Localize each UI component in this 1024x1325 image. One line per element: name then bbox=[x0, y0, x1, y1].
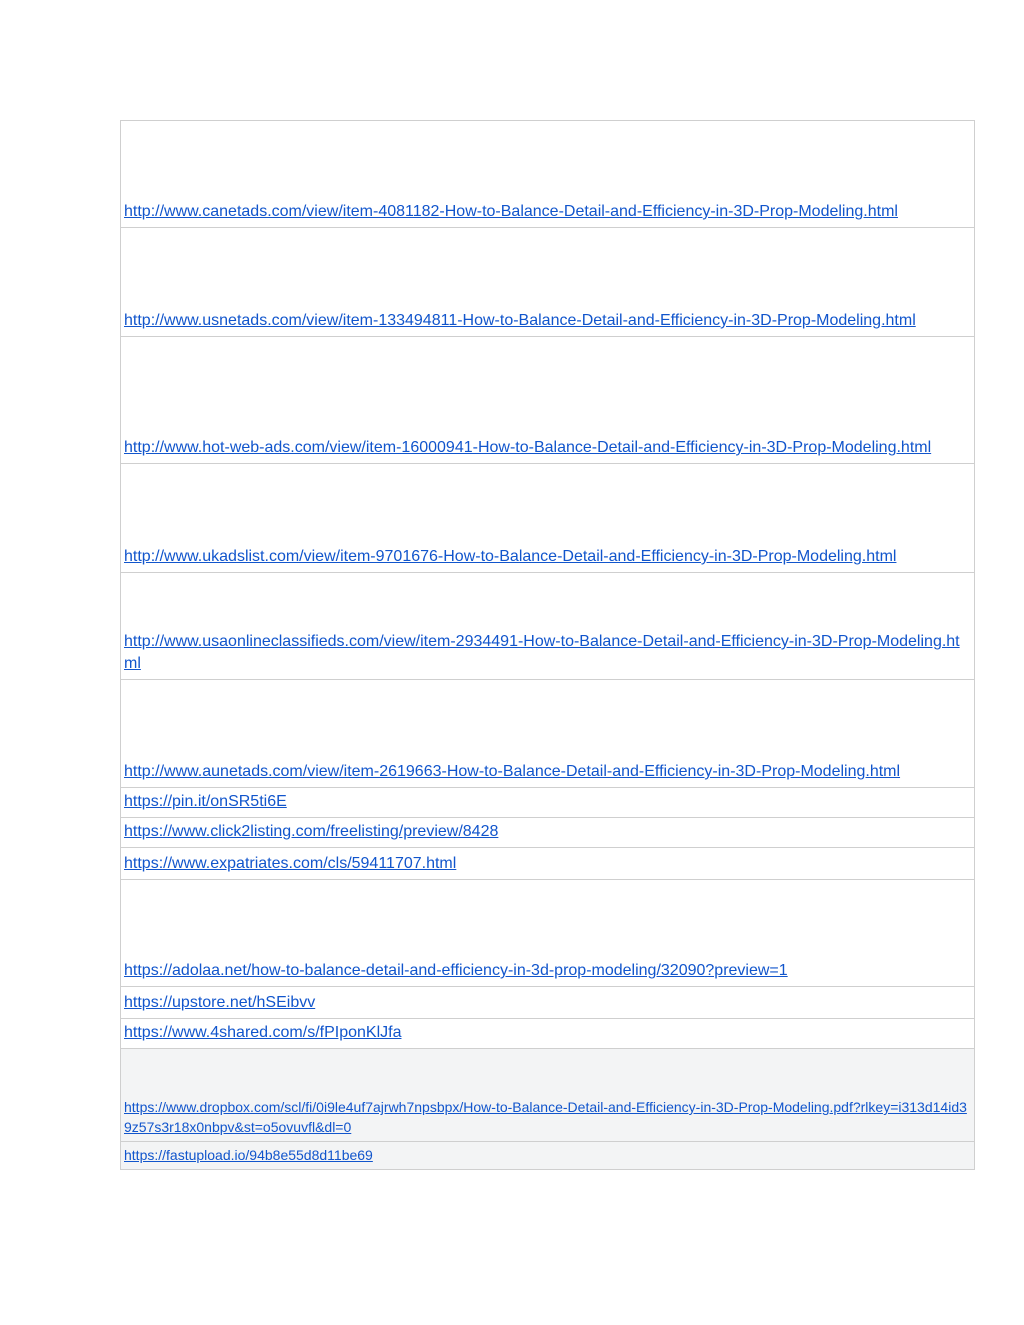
table-row bbox=[121, 337, 974, 464]
table-row bbox=[121, 121, 974, 228]
link-hot-web-ads[interactable]: http://www.hot-web-ads.com/view/item-16000941-How-to-Balance-Detail-and-Efficiency-in-3D-Prop-Modeling.html bbox=[124, 439, 932, 456]
table-row bbox=[121, 987, 974, 1019]
table-row bbox=[121, 680, 974, 788]
link-canetads[interactable]: http://www.canetads.com/view/item-4081182-How-to-Balance-Detail-and-Efficiency-in-3D-Prop-Modeling.html bbox=[124, 203, 898, 220]
link-click2listing[interactable]: https://www.click2listing.com/freelisting/preview/8428 bbox=[124, 823, 499, 840]
link-expatriates[interactable]: https://www.expatriates.com/cls/59411707.html bbox=[124, 855, 457, 872]
table-row bbox=[121, 464, 974, 573]
table-row bbox=[121, 1019, 974, 1049]
link-usaonlineclassifieds[interactable]: http://www.usaonlineclassifieds.com/view/item-2934491-How-to-Balance-Detail-and-Efficiency-in-3D-Prop-Modeling.html bbox=[124, 633, 960, 672]
table-row bbox=[121, 573, 974, 680]
table-row bbox=[121, 228, 974, 337]
link-fastupload[interactable]: https://fastupload.io/94b8e55d8d11be69 bbox=[124, 1147, 373, 1163]
link-table bbox=[120, 120, 975, 1170]
link-adolaa[interactable]: https://adolaa.net/how-to-balance-detail-and-efficiency-in-3d-prop-modeling/32090?preview=1 bbox=[124, 962, 788, 979]
table-row bbox=[121, 1142, 974, 1169]
link-dropbox[interactable]: https://www.dropbox.com/scl/fi/0i9le4uf7ajrwh7npsbpx/How-to-Balance-Detail-and-Efficiency-in-3D-Prop-Modeling.pdf?rlkey=i313d14id39z57s3r18x0nbpv&st=o5ovuvfl&dl=0 bbox=[124, 1099, 967, 1135]
table-row bbox=[121, 848, 974, 880]
table-row bbox=[121, 788, 974, 818]
table-row bbox=[121, 818, 974, 848]
link-4shared[interactable]: https://www.4shared.com/s/fPIponKlJfa bbox=[124, 1024, 402, 1041]
link-usnetads[interactable]: http://www.usnetads.com/view/item-133494811-How-to-Balance-Detail-and-Efficiency-in-3D-Prop-Modeling.html bbox=[124, 312, 916, 329]
link-aunetads[interactable]: http://www.aunetads.com/view/item-2619663-How-to-Balance-Detail-and-Efficiency-in-3D-Prop-Modeling.html bbox=[124, 763, 901, 780]
link-upstore[interactable]: https://upstore.net/hSEibvv bbox=[124, 994, 316, 1011]
table-row bbox=[121, 880, 974, 987]
link-ukadslist[interactable]: http://www.ukadslist.com/view/item-9701676-How-to-Balance-Detail-and-Efficiency-in-3D-Prop-Modeling.html bbox=[124, 548, 897, 565]
link-pin[interactable]: https://pin.it/onSR5ti6E bbox=[124, 793, 287, 810]
table-row bbox=[121, 1049, 974, 1142]
